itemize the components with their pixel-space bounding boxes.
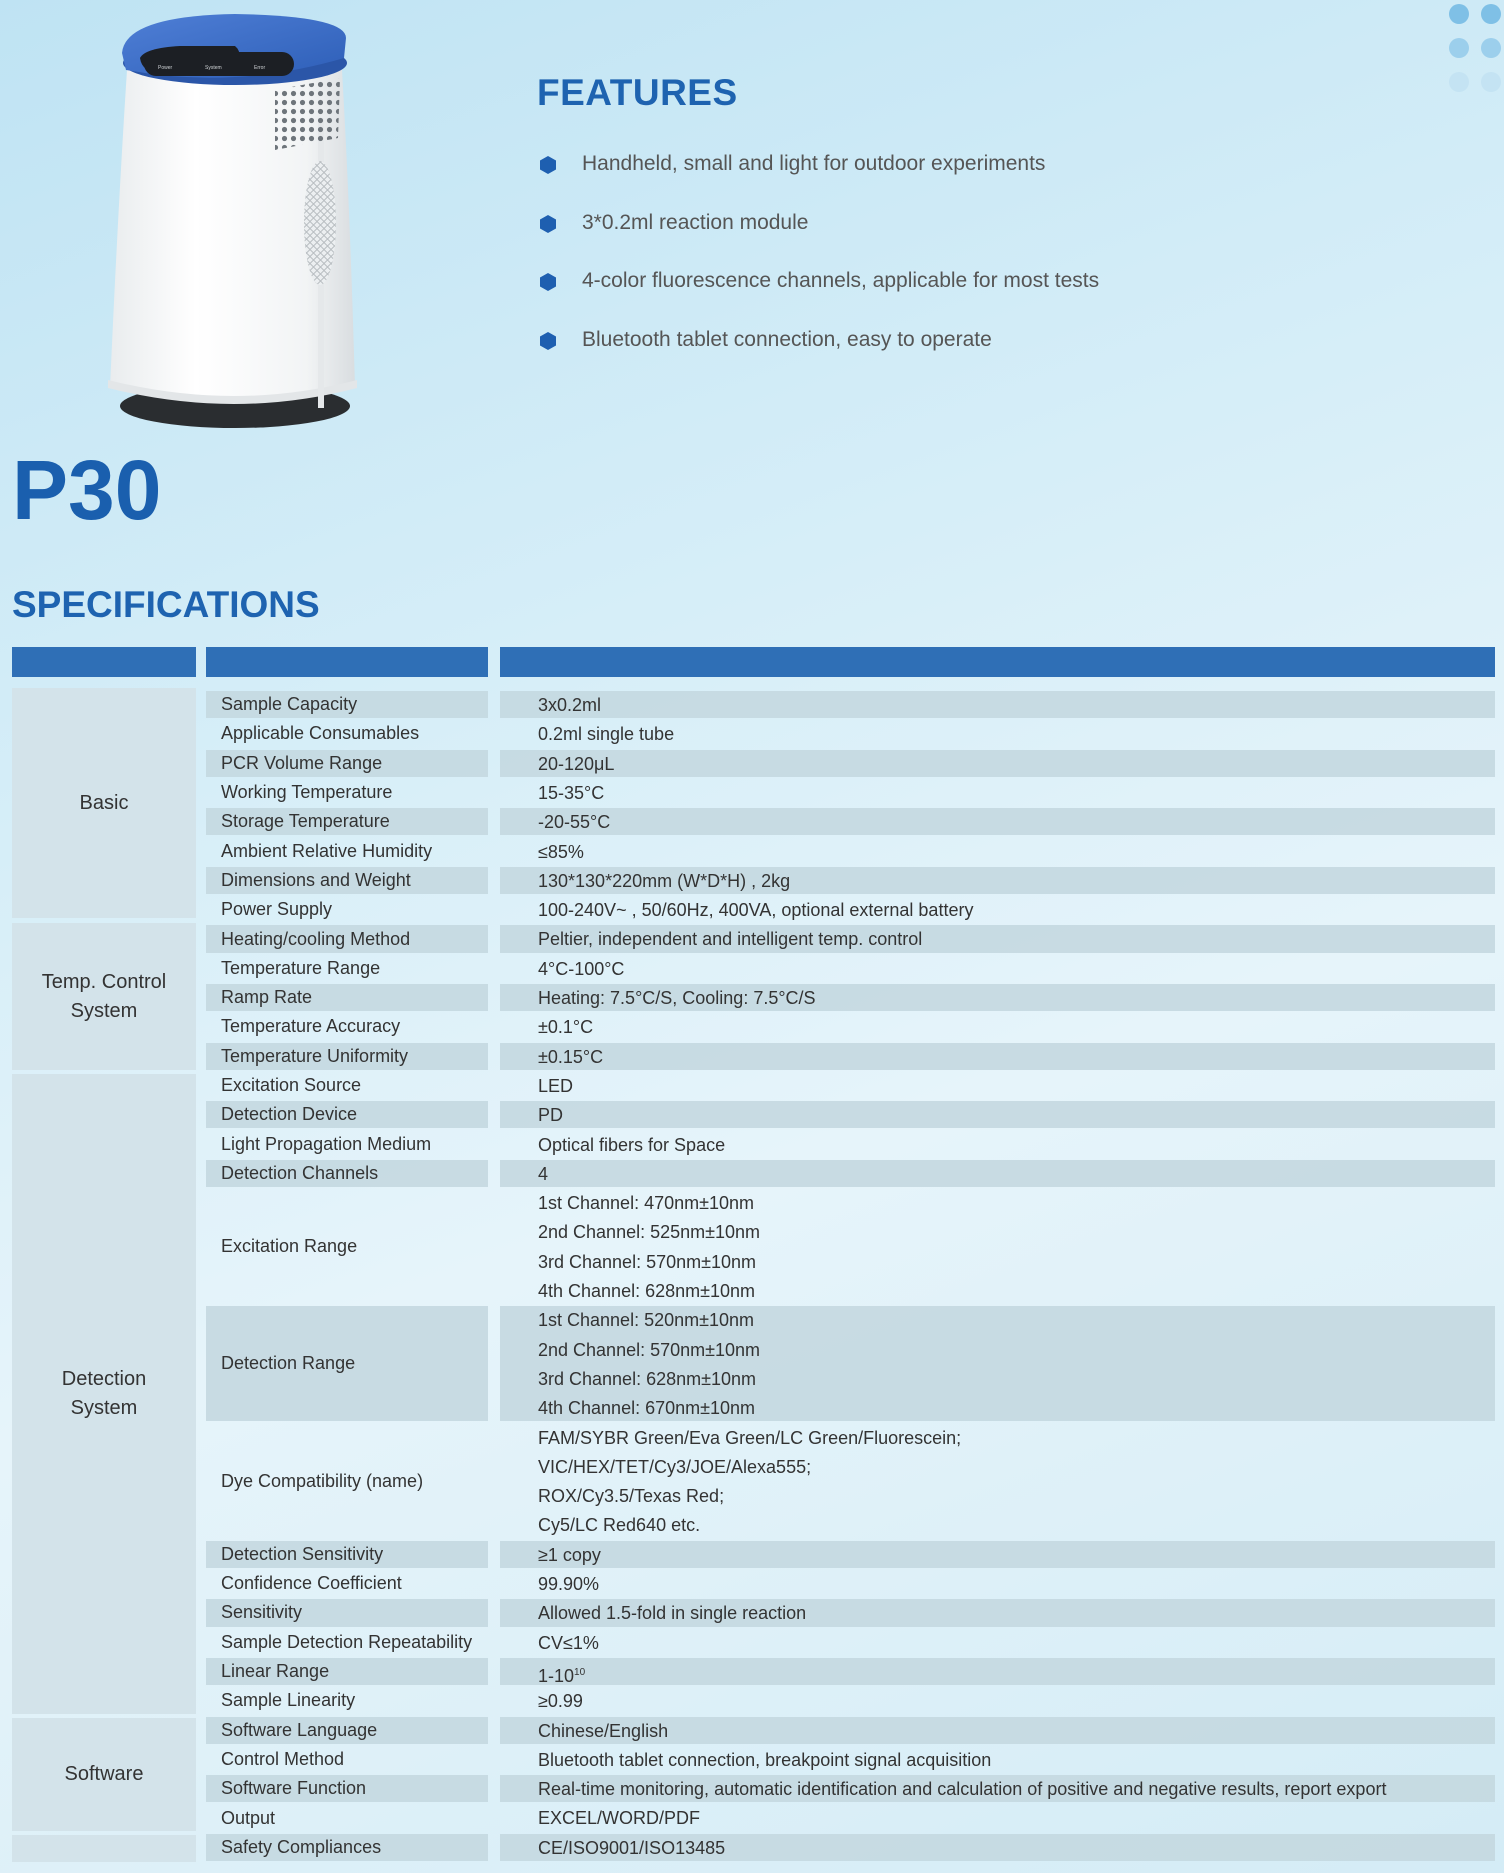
spec-param: Excitation Range [221,1236,358,1257]
feature-item [537,328,1099,387]
spec-value-line: 3x0.2ml [538,695,602,715]
spec-param: Detection Sensitivity [206,1541,488,1568]
spec-param: Sensitivity [206,1599,488,1626]
spec-value-line: 4 [538,1163,549,1184]
dot [1481,72,1501,92]
spec-value-line: 3rd Channel: 570nm±10nm [538,1251,757,1272]
feature-item [537,269,1099,328]
table-header-value [500,647,1495,677]
spec-param: Dye Compatibility (name) [221,1470,424,1491]
spec-value-line: ±0.15°C [538,1046,604,1067]
spec-value [500,955,1495,982]
features-list [537,152,1099,386]
feature-item [537,211,1099,270]
spec-param: Safety Compliances [206,1834,488,1861]
feature-text: 3*0.2ml reaction module [582,210,809,234]
spec-param: Sample Linearity [221,1690,356,1711]
spec-param: Temperature Accuracy [221,1016,401,1037]
spec-value [500,691,1495,718]
spec-value [500,779,1495,806]
spec-value-line: 2nd Channel: 525nm±10nm [538,1222,761,1243]
spec-value-line: -20-55°C [538,812,611,833]
category-basic: Basic [12,688,196,918]
spec-param: Sample Capacity [206,691,488,718]
spec-param: Temperature Range [221,957,381,978]
spec-value-line: EXCEL/WORD/PDF [538,1808,701,1829]
spec-value [500,1717,1495,1744]
spec-param: Applicable Consumables [221,723,420,744]
spec-value-line: ≥0.99 [538,1691,583,1712]
spec-param: Heating/cooling Method [206,925,488,952]
spec-param: Detection Device [206,1101,488,1128]
spec-value-line: CV≤1% [538,1632,599,1653]
spec-param: Ramp Rate [206,984,488,1011]
power-indicator-label: Power [158,65,173,71]
spec-value-line: 1st Channel: 470nm±10nm [538,1193,755,1214]
spec-param: Detection Range [206,1306,488,1421]
spec-param: Dimensions and Weight [206,867,488,894]
spec-value [500,896,1495,923]
spec-value-line: 1st Channel: 520nm±10nm [538,1310,755,1331]
category-temp-control [12,923,196,1070]
spec-value-line: Allowed 1.5-fold in single reaction [538,1603,807,1624]
spec-value [500,1013,1495,1040]
dot [1481,38,1501,58]
spec-value-line: Peltier, independent and intelligent temp. control [538,929,923,950]
spec-value [500,1424,1495,1539]
spec-value [500,838,1495,865]
spec-param: Linear Range [206,1658,488,1685]
spec-param: Temperature Uniformity [206,1043,488,1070]
spec-value-line: 100-240V~ , 50/60Hz, 400VA, optional external battery [538,900,974,921]
feature-text: 4-color fluorescence channels, applicable for most tests [582,269,1100,292]
spec-value-line: 4°C-100°C [538,958,625,979]
spec-value-line: Bluetooth tablet connection, breakpoint signal acquisition [538,1749,992,1770]
spec-value [500,1306,1495,1421]
spec-value [500,1658,1495,1685]
spec-value [500,1131,1495,1158]
superscript: 10 [574,1666,586,1678]
spec-value-line: 130*130*220mm (W*D*H) , 2kg [538,870,791,891]
spec-param: Power Supply [221,899,333,920]
hexagon-bullet-icon [540,215,556,233]
dot [1449,72,1469,92]
spec-value [500,808,1495,835]
spec-param: Confidence Coefficient [221,1573,402,1594]
spec-value [500,1101,1495,1128]
table-header-category [12,647,196,677]
spec-param: PCR Volume Range [206,750,488,777]
feature-item [537,152,1099,211]
spec-value-line: Cy5/LC Red640 etc. [538,1515,701,1536]
spec-value-line: 0.2ml single tube [538,724,675,745]
spec-value-line: ≥1 copy [538,1544,601,1565]
model-name: P30 [12,443,162,537]
hexagon-bullet-icon [540,332,556,350]
spec-param: Excitation Source [221,1075,362,1096]
spec-value [500,1599,1495,1626]
spec-value-line: 4th Channel: 670nm±10nm [538,1398,756,1419]
spec-value [500,1570,1495,1597]
feature-text: Bluetooth tablet connection, easy to operate [582,327,992,351]
spec-value-line: ±0.1°C [538,1017,594,1038]
spec-value [500,1072,1495,1099]
dot [1481,4,1501,24]
category-detection [12,1074,196,1714]
spec-value [500,1687,1495,1714]
spec-value-line: Optical fibers for Space [538,1134,726,1155]
spec-value-line: Chinese/English [538,1720,669,1741]
spec-value-line: Real-time monitoring, automatic identification and calculation of positive and negative results, report export [538,1779,1387,1800]
category-label: Detection System [61,1368,147,1419]
category-label: Temp. Control System [41,970,167,1022]
error-indicator-label: Error [254,65,266,71]
spec-value [500,1043,1495,1070]
spec-value-line: Heating: 7.5°C/S, Cooling: 7.5°C/S [538,988,816,1008]
spec-value [500,1775,1495,1802]
spec-param: Ambient Relative Humidity [221,840,433,861]
spec-param: Light Propagation Medium [221,1133,432,1154]
decorative-dots [1424,0,1504,100]
spec-value [500,1746,1495,1773]
hexagon-bullet-icon [540,156,556,174]
spec-value [500,867,1495,894]
spec-param: Control Method [221,1748,345,1769]
spec-value-line: LED [538,1075,574,1096]
spec-param: Software Language [206,1717,488,1744]
spec-value-line: 3rd Channel: 628nm±10nm [538,1368,757,1389]
spec-value-line: FAM/SYBR Green/Eva Green/LC Green/Fluorescein; [538,1427,962,1448]
spec-param: Output [221,1807,276,1828]
spec-param: Storage Temperature [206,808,488,835]
spec-value [500,1189,1495,1304]
spec-value-line: $1-10^{10}$ [538,1665,586,1686]
spec-value [500,984,1495,1011]
spec-param: Sample Detection Repeatability [221,1631,473,1652]
hexagon-bullet-icon [540,273,556,291]
spec-value-line: 20-120μL [538,753,615,774]
spec-value [500,720,1495,747]
spec-value [500,1834,1495,1861]
spec-value [500,1804,1495,1831]
category-compliance [12,1835,196,1862]
spec-value [500,750,1495,777]
spec-param: Software Function [206,1775,488,1802]
product-image [100,8,365,428]
spec-value-line: ROX/Cy3.5/Texas Red; [538,1486,725,1507]
spec-value [500,1629,1495,1656]
spec-value-line: ≤85% [538,841,584,862]
spec-value-line: 99.90% [538,1574,600,1594]
specifications-title: SPECIFICATIONS [12,584,320,625]
features-title: FEATURES [537,72,738,113]
spec-param: Detection Channels [206,1160,488,1187]
spec-value-line: 2nd Channel: 570nm±10nm [538,1339,761,1360]
spec-value-line: 15-35°C [538,782,605,803]
category-software: Software [12,1718,196,1831]
dot [1449,38,1469,58]
spec-value-line: VIC/HEX/TET/Cy3/JOE/Alexa555; [538,1456,812,1477]
spec-value [500,925,1495,952]
spec-param: Working Temperature [221,782,393,803]
feature-text: Handheld, small and light for outdoor experiments [582,152,1046,175]
spec-value-line: PD [538,1105,564,1126]
system-indicator-label: System [205,65,222,71]
spec-value [500,1160,1495,1187]
table-header-parameter [206,647,488,677]
spec-value-line: 4th Channel: 628nm±10nm [538,1280,756,1301]
spec-value [500,1541,1495,1568]
spec-value-line: CE/ISO9001/ISO13485 [538,1837,726,1858]
dot [1449,4,1469,24]
